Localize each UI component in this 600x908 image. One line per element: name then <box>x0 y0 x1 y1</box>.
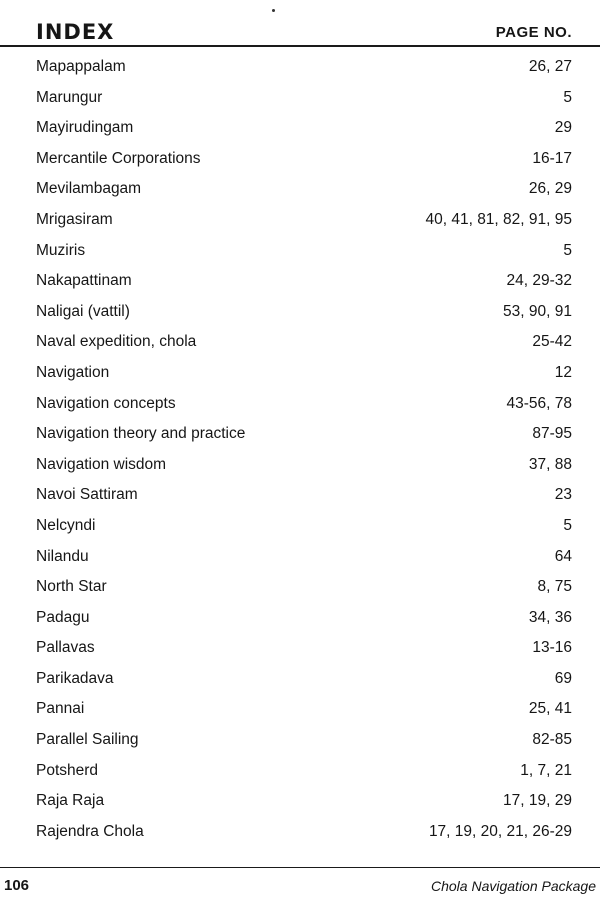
index-entry <box>0 572 600 603</box>
index-title: INDEX <box>36 20 115 44</box>
index-entry <box>0 205 600 236</box>
index-term: Nelcyndi <box>36 516 96 534</box>
index-entry <box>0 817 600 848</box>
index-pages: 26, 29 <box>528 180 572 198</box>
index-term: Padagu <box>36 608 90 626</box>
index-pages: 40, 41, 81, 82, 91, 95 <box>425 210 572 228</box>
index-pages: 29 <box>554 119 572 137</box>
index-entry <box>0 633 600 664</box>
index-pages: 25, 41 <box>528 700 572 718</box>
running-title: Chola Navigation Package <box>431 878 596 894</box>
index-pages: 12 <box>554 363 572 381</box>
index-entry <box>0 450 600 481</box>
index-term: Parallel Sailing <box>36 731 139 749</box>
index-term: Navigation concepts <box>36 394 176 412</box>
index-entry <box>0 542 600 573</box>
index-pages: 17, 19, 20, 21, 26-29 <box>428 822 572 840</box>
index-entry <box>0 297 600 328</box>
index-pages: 13-16 <box>532 639 572 657</box>
index-entry <box>0 419 600 450</box>
page-no-column-header: PAGE NO. <box>495 24 572 41</box>
index-term: Rajendra Chola <box>36 822 144 840</box>
index-pages: 25-42 <box>532 333 572 351</box>
index-entry <box>0 358 600 389</box>
index-entry-list <box>0 52 600 847</box>
index-entry <box>0 266 600 297</box>
index-term: Navigation <box>36 363 110 381</box>
index-pages: 82-85 <box>532 731 572 749</box>
index-term: Potsherd <box>36 761 99 779</box>
index-term: Pallavas <box>36 639 95 657</box>
index-entry <box>0 174 600 205</box>
index-term: Pannai <box>36 700 85 718</box>
index-term: Naval expedition, chola <box>36 333 197 351</box>
index-pages: 26, 27 <box>528 58 572 75</box>
index-entry <box>0 725 600 756</box>
index-term: Mapappalam <box>36 58 126 75</box>
index-term: Mercantile Corporations <box>36 149 201 167</box>
index-entry <box>0 603 600 634</box>
index-term: Nakapattinam <box>36 272 132 290</box>
index-entry <box>0 144 600 175</box>
index-term: Raja Raja <box>36 792 105 810</box>
index-pages: 24, 29-32 <box>506 272 572 290</box>
index-entry <box>0 236 600 267</box>
index-term: Mrigasiram <box>36 210 113 228</box>
index-term: North Star <box>36 578 107 596</box>
index-term: Mayirudingam <box>36 119 134 137</box>
index-pages: 5 <box>563 241 572 259</box>
footer-divider <box>0 867 600 868</box>
index-term: Mevilambagam <box>36 180 142 198</box>
index-entry <box>0 786 600 817</box>
index-entry <box>0 756 600 787</box>
index-term: Navigation theory and practice <box>36 425 246 443</box>
index-term: Parikadava <box>36 669 114 687</box>
index-pages: 87-95 <box>532 425 572 443</box>
index-pages: 16-17 <box>532 149 572 167</box>
index-term: Muziris <box>36 241 86 259</box>
index-term: Naligai (vattil) <box>36 302 130 320</box>
index-pages: 43-56, 78 <box>506 394 572 412</box>
index-term: Navigation wisdom <box>36 455 167 473</box>
index-entry <box>0 480 600 511</box>
index-pages: 5 <box>563 516 572 534</box>
index-header <box>0 0 600 50</box>
index-pages: 5 <box>563 88 572 106</box>
index-entry <box>0 511 600 542</box>
index-entry <box>0 389 600 420</box>
index-entry <box>0 83 600 114</box>
index-pages: 37, 88 <box>528 455 572 473</box>
index-entry <box>0 52 600 83</box>
index-term: Navoi Sattiram <box>36 486 138 504</box>
index-pages: 64 <box>554 547 572 565</box>
index-term: Nilandu <box>36 547 89 565</box>
index-pages: 23 <box>554 486 572 504</box>
index-entry <box>0 664 600 695</box>
index-pages: 8, 75 <box>537 578 572 596</box>
index-pages: 69 <box>554 669 572 687</box>
index-pages: 53, 90, 91 <box>503 302 572 320</box>
page-number: 106 <box>4 877 30 894</box>
index-pages: 17, 19, 29 <box>503 792 572 810</box>
index-pages: 1, 7, 21 <box>520 761 572 779</box>
header-divider <box>0 45 600 47</box>
index-entry <box>0 327 600 358</box>
index-entry <box>0 694 600 725</box>
index-pages: 34, 36 <box>528 608 572 626</box>
index-entry <box>0 113 600 144</box>
index-term: Marungur <box>36 88 103 106</box>
